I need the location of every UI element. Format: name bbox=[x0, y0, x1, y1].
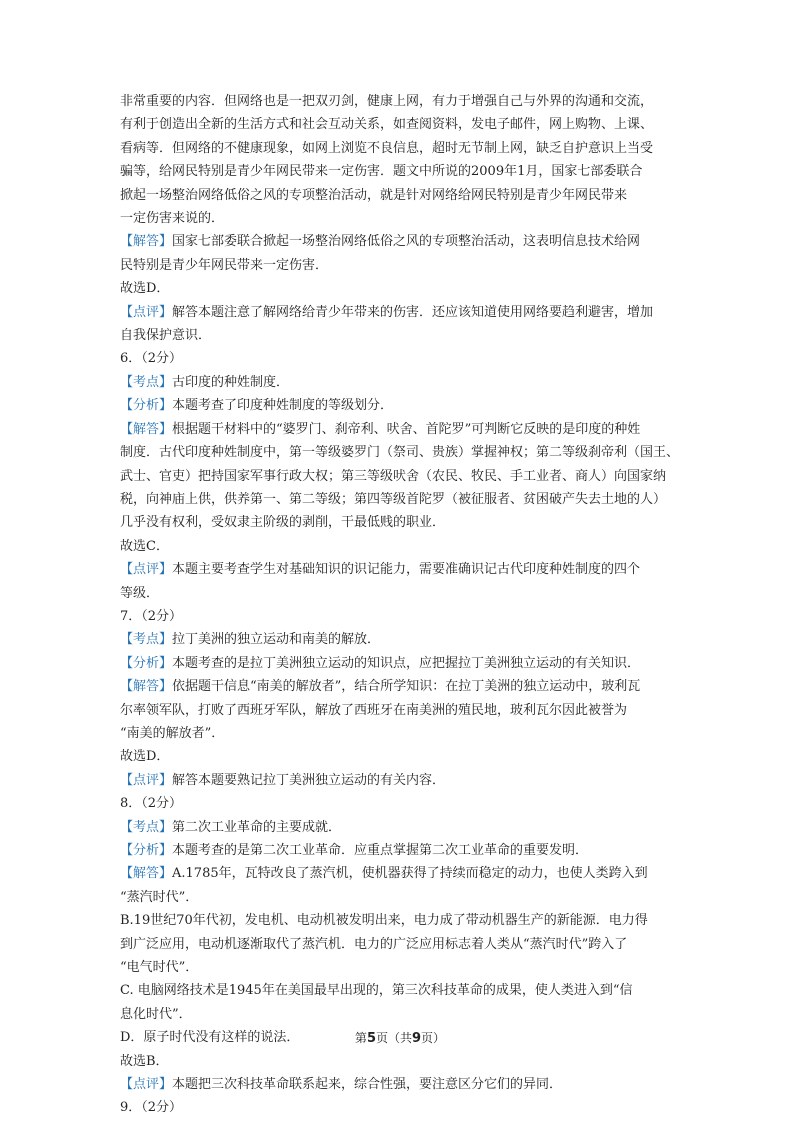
line-text: 掀起一场整治网络低俗之风的专项整治活动，就是针对网络给网民特别是青少年网民带来 bbox=[120, 187, 628, 203]
text-line bbox=[120, 1003, 695, 1026]
line-text: 等级． bbox=[120, 585, 160, 601]
text-line bbox=[120, 933, 695, 956]
section-tag: 【点评】 bbox=[120, 772, 173, 788]
line-text: 税，向神庙上供，供养第一、第二等级；第四等级首陀罗（被征服者、贫困破产失去土地的人） bbox=[120, 491, 667, 507]
text-line bbox=[120, 418, 695, 441]
text-line bbox=[120, 558, 695, 581]
text-line bbox=[120, 979, 695, 1002]
line-text: 本题主要考查学生对基础知识的识记能力，需要准确识记古代印度种姓制度的四个 bbox=[172, 562, 641, 578]
line-text: 自我保护意识． bbox=[120, 328, 212, 344]
line-text: 本题考查的是拉丁美洲独立运动的知识点，应把握拉丁美洲独立运动的有关知识． bbox=[172, 655, 641, 671]
section-tag: 【考点】 bbox=[120, 819, 173, 835]
footer-total-pages: 9 bbox=[412, 1031, 422, 1046]
text-line bbox=[120, 137, 695, 160]
footer-suffix: 页） bbox=[421, 1031, 446, 1045]
footer-middle: 页（共 bbox=[375, 1031, 412, 1045]
text-line bbox=[120, 511, 695, 534]
section-tag: 【点评】 bbox=[120, 1077, 173, 1093]
line-text: 根据题干材料中的“婆罗门、刹帝利、吠舍、首陀罗”可判断它反映的是印度的种姓 bbox=[172, 421, 641, 437]
text-line bbox=[120, 792, 695, 815]
text-line bbox=[120, 277, 695, 300]
line-text: C. 电脑网络技术是1945年在美国最早出现的，第三次科技革命的成果，使人类进入到“信 bbox=[120, 983, 633, 999]
text-line bbox=[120, 956, 695, 979]
line-text: 8．（2分） bbox=[120, 796, 183, 812]
text-line bbox=[120, 394, 695, 417]
line-text: “电气时代”． bbox=[120, 960, 199, 976]
text-line bbox=[120, 909, 695, 932]
line-text: 民特别是青少年网民带来一定伤害． bbox=[120, 257, 329, 273]
section-tag: 【分析】 bbox=[120, 843, 173, 858]
line-text: 解答本题要熟记拉丁美洲独立运动的有关内容． bbox=[172, 772, 446, 788]
text-line bbox=[120, 582, 695, 605]
line-text: 拉丁美洲的独立运动和南美的解放． bbox=[172, 632, 381, 648]
text-line bbox=[120, 371, 695, 394]
text-line bbox=[120, 605, 695, 628]
section-tag: 【分析】 bbox=[120, 398, 173, 414]
line-text: 骗等，给网民特别是青少年网民带来一定伤害．题文中所说的2009年1月，国家七部委联合 bbox=[120, 164, 643, 180]
section-tag: 【点评】 bbox=[120, 304, 173, 320]
line-text: 故选D． bbox=[120, 281, 170, 297]
document-body bbox=[120, 90, 695, 1120]
text-line bbox=[120, 347, 695, 370]
line-text: 武士、官吏）把持国家军事行政大权；第三等级吠舍（农民、牧民、手工业者、商人）向国家纳 bbox=[120, 468, 667, 484]
line-text: 第二次工业革命的主要成就． bbox=[172, 819, 342, 835]
section-tag: 【考点】 bbox=[120, 632, 173, 648]
line-text: 7．（2分） bbox=[120, 608, 183, 624]
line-text: 国家七部委联合掀起一场整治网络低俗之风的专项整治活动，这表明信息技术给网 bbox=[172, 234, 641, 250]
text-line bbox=[120, 113, 695, 136]
text-line bbox=[120, 465, 695, 488]
text-line bbox=[120, 324, 695, 347]
line-text: 制度．古代印度种姓制度中，第一等级婆罗门（祭司、贵族）掌握神权；第二等级刹帝利（国王、 bbox=[120, 445, 680, 461]
line-text: 6．（2分） bbox=[120, 351, 183, 367]
line-text: 本题考查的是第二次工业革命．应重点掌握第二次工业革命的重要发明． bbox=[172, 843, 589, 858]
text-line bbox=[120, 652, 695, 675]
text-line bbox=[120, 535, 695, 558]
line-text: 有利于创造出全新的生活方式和社会互动关系，如查阅资料，发电子邮件，网上购物、上课、 bbox=[120, 117, 654, 133]
section-tag: 【解答】 bbox=[120, 679, 173, 695]
line-text: 非常重要的内容．但网络也是一把双刃剑，健康上网，有力于增强自己与外界的沟通和交流， bbox=[120, 94, 654, 109]
line-text: 到广泛应用，电动机逐渐取代了蒸汽机．电力的广泛应用标志着人类从“蒸汽时代”跨入了 bbox=[120, 936, 628, 952]
line-text: 尔率领军队，打败了西班牙军队，解放了西班牙在南美洲的殖民地，玻利瓦尔因此被誉为 bbox=[120, 702, 628, 718]
line-text: “南美的解放者”． bbox=[120, 725, 225, 741]
text-line bbox=[120, 1073, 695, 1096]
line-text: A.1785年，瓦特改良了蒸汽机，使机器获得了持续而稳定的动力，也使人类跨入到 bbox=[172, 866, 648, 882]
line-text: B.19世纪70年代初，发电机、电动机被发明出来，电力成了带动机器生产的新能源．电力得 bbox=[120, 913, 648, 929]
text-line bbox=[120, 886, 695, 909]
text-line bbox=[120, 488, 695, 511]
text-line bbox=[120, 230, 695, 253]
section-tag: 【分析】 bbox=[120, 655, 173, 671]
line-text: 解答本题注意了解网络给青少年带来的伤害．还应该知道使用网络要趋利避害，增加 bbox=[172, 304, 654, 320]
text-line bbox=[120, 745, 695, 768]
text-line bbox=[120, 816, 695, 839]
line-text: 本题考查了印度种姓制度的等级划分． bbox=[172, 398, 394, 414]
text-line bbox=[120, 1096, 695, 1119]
text-line bbox=[120, 1050, 695, 1073]
line-text: 息化时代”． bbox=[120, 1006, 192, 1022]
line-text: 一定伤害来说的． bbox=[120, 211, 225, 227]
line-text: 故选B． bbox=[120, 1053, 169, 1069]
text-line bbox=[120, 441, 695, 464]
text-line bbox=[120, 699, 695, 722]
line-text: 古印度的种姓制度． bbox=[172, 374, 290, 390]
line-text: 9．（2分） bbox=[120, 1100, 183, 1116]
footer-page-number: 5 bbox=[366, 1031, 376, 1046]
line-text: 几乎没有权利，受奴隶主阶级的剥削，干最低贱的职业． bbox=[120, 515, 446, 531]
line-text: D．原子时代没有这样的说法． bbox=[120, 1030, 300, 1046]
line-text: 看病等．但网络的不健康现象，如网上浏览不良信息，超时无节制上网，缺乏自护意识上当受 bbox=[120, 140, 654, 156]
text-line bbox=[120, 722, 695, 745]
section-tag: 【点评】 bbox=[120, 562, 173, 578]
section-tag: 【考点】 bbox=[120, 374, 173, 390]
text-line bbox=[120, 628, 695, 651]
text-line bbox=[120, 160, 695, 183]
text-line bbox=[120, 675, 695, 698]
text-line bbox=[120, 254, 695, 277]
page-footer bbox=[0, 1029, 800, 1046]
text-line bbox=[120, 769, 695, 792]
line-text: 依据题干信息“南美的解放者”，结合所学知识：在拉丁美洲的独立运动中，玻利瓦 bbox=[172, 679, 641, 695]
line-text: 本题把三次科技革命联系起来，综合性强，要注意区分它们的异同． bbox=[172, 1077, 563, 1093]
section-tag: 【解答】 bbox=[120, 421, 173, 437]
text-line bbox=[120, 839, 695, 862]
text-line bbox=[120, 862, 695, 885]
text-line bbox=[120, 301, 695, 324]
section-tag: 【解答】 bbox=[120, 234, 173, 250]
text-line bbox=[120, 184, 695, 207]
line-text: “蒸汽时代”． bbox=[120, 889, 199, 905]
section-tag: 【解答】 bbox=[120, 866, 173, 882]
line-text: 故选C． bbox=[120, 538, 169, 554]
line-text: 故选D． bbox=[120, 749, 170, 765]
text-line bbox=[120, 207, 695, 230]
footer-prefix: 第 bbox=[354, 1031, 367, 1045]
text-line bbox=[120, 90, 695, 113]
